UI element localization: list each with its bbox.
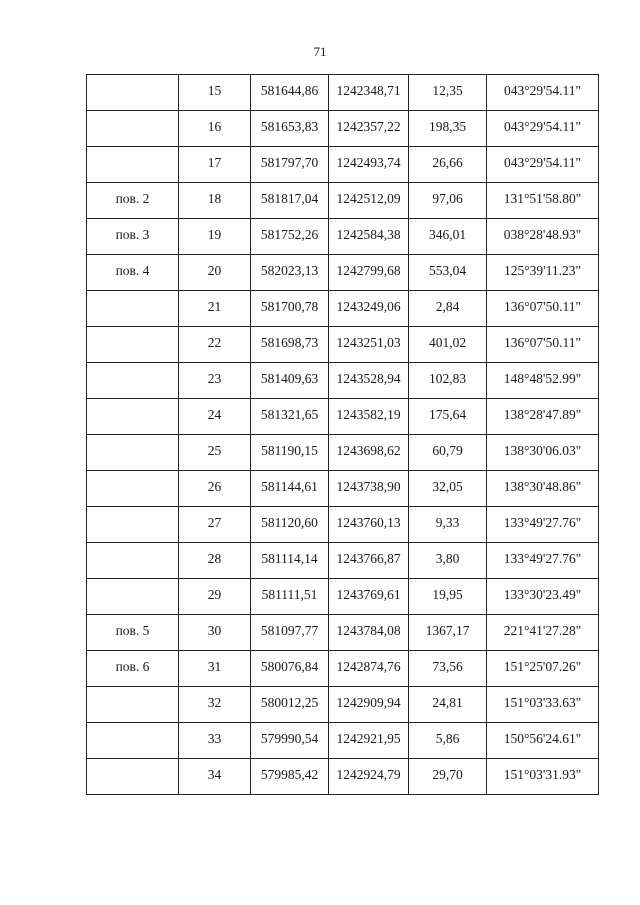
direction-angle-cell: 150°56'24.61": [487, 723, 599, 759]
point-number-cell: 21: [179, 291, 251, 327]
y-coordinate-cell: 1242909,94: [329, 687, 409, 723]
segment-length-cell: 97,06: [409, 183, 487, 219]
segment-length-cell: 5,86: [409, 723, 487, 759]
segment-length-cell: 24,81: [409, 687, 487, 723]
coordinates-table: [86, 74, 599, 795]
y-coordinate-cell: 1242357,22: [329, 111, 409, 147]
point-number-cell: 15: [179, 75, 251, 111]
table-row: [87, 471, 599, 507]
turn-label-cell: [87, 363, 179, 399]
table-row: [87, 75, 599, 111]
segment-length-cell: 553,04: [409, 255, 487, 291]
turn-label-cell: [87, 759, 179, 795]
turn-label-cell: пов. 3: [87, 219, 179, 255]
y-coordinate-cell: 1242874,76: [329, 651, 409, 687]
point-number-cell: 17: [179, 147, 251, 183]
table-row: [87, 435, 599, 471]
y-coordinate-cell: 1243769,61: [329, 579, 409, 615]
segment-length-cell: 26,66: [409, 147, 487, 183]
segment-length-cell: 401,02: [409, 327, 487, 363]
y-coordinate-cell: 1242493,74: [329, 147, 409, 183]
segment-length-cell: 12,35: [409, 75, 487, 111]
y-coordinate-cell: 1243251,03: [329, 327, 409, 363]
x-coordinate-cell: 579985,42: [251, 759, 329, 795]
table-row: [87, 399, 599, 435]
x-coordinate-cell: 580012,25: [251, 687, 329, 723]
point-number-cell: 16: [179, 111, 251, 147]
x-coordinate-cell: 582023,13: [251, 255, 329, 291]
point-number-cell: 18: [179, 183, 251, 219]
direction-angle-cell: 151°03'33.63": [487, 687, 599, 723]
segment-length-cell: 9,33: [409, 507, 487, 543]
turn-label-cell: пов. 6: [87, 651, 179, 687]
direction-angle-cell: 125°39'11.23": [487, 255, 599, 291]
turn-label-cell: пов. 5: [87, 615, 179, 651]
segment-length-cell: 175,64: [409, 399, 487, 435]
turn-label-cell: [87, 723, 179, 759]
table-row: [87, 111, 599, 147]
coordinates-table-body: [87, 75, 599, 795]
point-number-cell: 33: [179, 723, 251, 759]
y-coordinate-cell: 1242584,38: [329, 219, 409, 255]
x-coordinate-cell: 581698,73: [251, 327, 329, 363]
table-row: [87, 759, 599, 795]
direction-angle-cell: 136°07'50.11": [487, 291, 599, 327]
segment-length-cell: 346,01: [409, 219, 487, 255]
y-coordinate-cell: 1242512,09: [329, 183, 409, 219]
direction-angle-cell: 043°29'54.11": [487, 111, 599, 147]
table-row: [87, 507, 599, 543]
y-coordinate-cell: 1242924,79: [329, 759, 409, 795]
table-row: [87, 543, 599, 579]
point-number-cell: 20: [179, 255, 251, 291]
y-coordinate-cell: 1243766,87: [329, 543, 409, 579]
x-coordinate-cell: 581817,04: [251, 183, 329, 219]
direction-angle-cell: 138°28'47.89": [487, 399, 599, 435]
turn-label-cell: [87, 543, 179, 579]
x-coordinate-cell: 581644,86: [251, 75, 329, 111]
point-number-cell: 34: [179, 759, 251, 795]
table-row: [87, 219, 599, 255]
table-row: [87, 147, 599, 183]
point-number-cell: 31: [179, 651, 251, 687]
table-row: [87, 651, 599, 687]
page-number: 71: [313, 44, 327, 59]
x-coordinate-cell: 581797,70: [251, 147, 329, 183]
table-row: [87, 327, 599, 363]
turn-label-cell: пов. 4: [87, 255, 179, 291]
segment-length-cell: 73,56: [409, 651, 487, 687]
x-coordinate-cell: 581120,60: [251, 507, 329, 543]
segment-length-cell: 198,35: [409, 111, 487, 147]
table-row: [87, 579, 599, 615]
y-coordinate-cell: 1243760,13: [329, 507, 409, 543]
x-coordinate-cell: 581752,26: [251, 219, 329, 255]
table-row: [87, 687, 599, 723]
point-number-cell: 29: [179, 579, 251, 615]
turn-label-cell: [87, 687, 179, 723]
direction-angle-cell: 221°41'27.28": [487, 615, 599, 651]
y-coordinate-cell: 1243582,19: [329, 399, 409, 435]
turn-label-cell: [87, 327, 179, 363]
direction-angle-cell: 043°29'54.11": [487, 75, 599, 111]
direction-angle-cell: 138°30'48.86": [487, 471, 599, 507]
y-coordinate-cell: 1242799,68: [329, 255, 409, 291]
table-row: [87, 255, 599, 291]
x-coordinate-cell: 580076,84: [251, 651, 329, 687]
turn-label-cell: [87, 147, 179, 183]
segment-length-cell: 19,95: [409, 579, 487, 615]
segment-length-cell: 29,70: [409, 759, 487, 795]
y-coordinate-cell: 1243528,94: [329, 363, 409, 399]
segment-length-cell: 2,84: [409, 291, 487, 327]
x-coordinate-cell: 581111,51: [251, 579, 329, 615]
direction-angle-cell: 133°49'27.76": [487, 507, 599, 543]
segment-length-cell: 3,80: [409, 543, 487, 579]
x-coordinate-cell: 581409,63: [251, 363, 329, 399]
segment-length-cell: 102,83: [409, 363, 487, 399]
y-coordinate-cell: 1242348,71: [329, 75, 409, 111]
point-number-cell: 26: [179, 471, 251, 507]
y-coordinate-cell: 1242921,95: [329, 723, 409, 759]
point-number-cell: 25: [179, 435, 251, 471]
turn-label-cell: [87, 291, 179, 327]
table-row: [87, 363, 599, 399]
turn-label-cell: [87, 579, 179, 615]
turn-label-cell: [87, 399, 179, 435]
point-number-cell: 22: [179, 327, 251, 363]
turn-label-cell: пов. 2: [87, 183, 179, 219]
turn-label-cell: [87, 471, 179, 507]
x-coordinate-cell: 581190,15: [251, 435, 329, 471]
turn-label-cell: [87, 507, 179, 543]
point-number-cell: 30: [179, 615, 251, 651]
table-row: [87, 615, 599, 651]
point-number-cell: 19: [179, 219, 251, 255]
direction-angle-cell: 151°25'07.26": [487, 651, 599, 687]
x-coordinate-cell: 581653,83: [251, 111, 329, 147]
segment-length-cell: 1367,17: [409, 615, 487, 651]
segment-length-cell: 32,05: [409, 471, 487, 507]
turn-label-cell: [87, 435, 179, 471]
point-number-cell: 27: [179, 507, 251, 543]
y-coordinate-cell: 1243738,90: [329, 471, 409, 507]
x-coordinate-cell: 581321,65: [251, 399, 329, 435]
direction-angle-cell: 136°07'50.11": [487, 327, 599, 363]
direction-angle-cell: 131°51'58.80": [487, 183, 599, 219]
direction-angle-cell: 043°29'54.11": [487, 147, 599, 183]
x-coordinate-cell: 581114,14: [251, 543, 329, 579]
direction-angle-cell: 038°28'48.93": [487, 219, 599, 255]
x-coordinate-cell: 579990,54: [251, 723, 329, 759]
x-coordinate-cell: 581097,77: [251, 615, 329, 651]
turn-label-cell: [87, 111, 179, 147]
direction-angle-cell: 138°30'06.03": [487, 435, 599, 471]
point-number-cell: 24: [179, 399, 251, 435]
x-coordinate-cell: 581700,78: [251, 291, 329, 327]
direction-angle-cell: 133°30'23.49": [487, 579, 599, 615]
point-number-cell: 23: [179, 363, 251, 399]
table-row: [87, 723, 599, 759]
y-coordinate-cell: 1243698,62: [329, 435, 409, 471]
x-coordinate-cell: 581144,61: [251, 471, 329, 507]
y-coordinate-cell: 1243249,06: [329, 291, 409, 327]
point-number-cell: 28: [179, 543, 251, 579]
point-number-cell: 32: [179, 687, 251, 723]
direction-angle-cell: 148°48'52.99": [487, 363, 599, 399]
table-row: [87, 183, 599, 219]
direction-angle-cell: 151°03'31.93": [487, 759, 599, 795]
direction-angle-cell: 133°49'27.76": [487, 543, 599, 579]
y-coordinate-cell: 1243784,08: [329, 615, 409, 651]
turn-label-cell: [87, 75, 179, 111]
table-row: [87, 291, 599, 327]
segment-length-cell: 60,79: [409, 435, 487, 471]
